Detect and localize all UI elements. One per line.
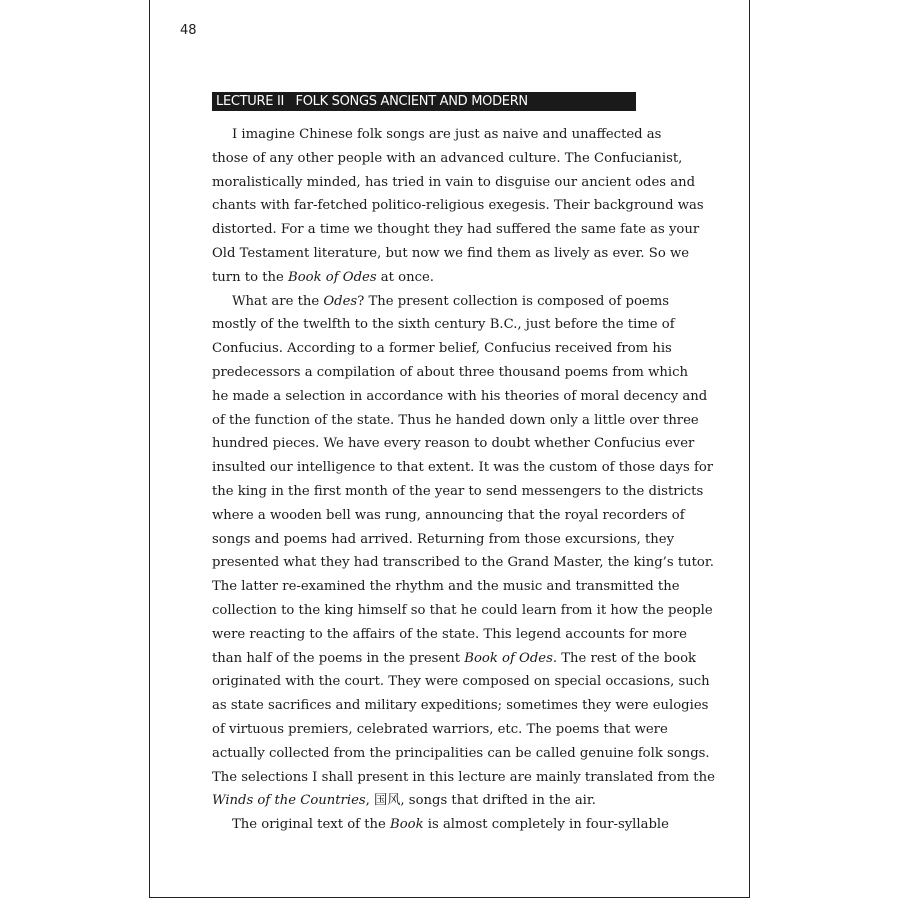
text-line xyxy=(212,123,662,147)
italic-title: Book of Odes xyxy=(288,269,377,285)
text-segment: collection to the king himself so that he could learn from it how the people xyxy=(212,602,713,618)
book-page xyxy=(149,0,750,898)
text-segment: chants with far-fetched politico-religious exegesis. Their background was xyxy=(212,198,704,214)
italic-title: Odes xyxy=(323,293,358,309)
text-segment: Confucius. According to a former belief, Confucius received from his xyxy=(212,341,672,357)
text-line xyxy=(212,242,690,266)
text-line xyxy=(212,670,710,694)
text-segment: The selections I shall present in this lecture are mainly translated from the xyxy=(212,769,715,785)
text-line xyxy=(212,528,675,552)
text-segment: at once. xyxy=(376,269,434,285)
text-line xyxy=(212,789,638,813)
text-segment: originated with the court. They were composed on special occasions, such xyxy=(212,674,710,690)
text-segment: , 国风, songs that drifted in the air. xyxy=(365,793,596,809)
italic-title: Book xyxy=(390,817,424,833)
chapter-label: LECTURE II xyxy=(216,94,285,109)
chapter-title-spacer xyxy=(284,94,296,109)
page-number: 48 xyxy=(180,23,197,38)
text-line xyxy=(212,599,713,623)
text-segment: What are the xyxy=(232,293,324,309)
text-line xyxy=(212,290,669,314)
text-line xyxy=(212,694,709,718)
text-segment: moralistically minded, has tried in vain to disguise our ancient odes and xyxy=(212,174,696,190)
text-line xyxy=(212,385,708,409)
text-line xyxy=(212,337,672,361)
italic-title: Book of Odes. xyxy=(464,650,558,666)
text-segment: insulted our intelligence to that extent. It was the custom of those days for xyxy=(212,460,714,476)
text-segment: predecessors a compilation of about three thousand poems from which xyxy=(212,364,688,380)
text-line xyxy=(212,194,704,218)
italic-title: Winds of the Countries xyxy=(212,793,366,809)
text-line xyxy=(212,575,680,599)
paragraph xyxy=(212,813,669,837)
text-line xyxy=(212,171,696,195)
text-line xyxy=(212,813,669,837)
text-line xyxy=(212,147,683,171)
text-segment: The latter re-examined the rhythm and the music and transmitted the xyxy=(212,579,680,595)
text-line xyxy=(212,456,714,480)
text-segment: of the function of the state. Thus he handed down only a little over three xyxy=(212,412,699,428)
text-line xyxy=(212,432,695,456)
text-line xyxy=(212,480,704,504)
text-segment: Old Testament literature, but now we find them as lively as ever. So we xyxy=(212,245,690,261)
text-line xyxy=(212,361,688,385)
text-line xyxy=(212,718,668,742)
text-segment: he made a selection in accordance with his theories of moral decency and xyxy=(212,388,708,404)
chapter-title: FOLK SONGS ANCIENT AND MODERN xyxy=(295,94,528,109)
text-segment: hundred pieces. We have every reason to doubt whether Confucius ever xyxy=(212,436,695,452)
text-segment: those of any other people with an advanced culture. The Confucianist, xyxy=(212,150,683,166)
body-text xyxy=(212,123,715,837)
text-segment: ? The present collection is composed of poems xyxy=(357,293,669,309)
text-segment: actually collected from the principalities can be called genuine folk songs. xyxy=(212,745,710,761)
chapter-heading-bar xyxy=(212,92,636,111)
paragraph xyxy=(212,290,715,814)
text-segment: presented what they had transcribed to the Grand Master, the king’s tutor. xyxy=(212,555,714,571)
text-segment: songs and poems had arrived. Returning from those excursions, they xyxy=(212,531,675,547)
text-line xyxy=(212,647,697,671)
text-line xyxy=(212,504,685,528)
text-line xyxy=(212,409,699,433)
text-segment: is almost completely in four-syllable xyxy=(423,817,669,833)
text-line xyxy=(212,313,675,337)
text-segment: The rest of the book xyxy=(557,650,697,666)
text-segment: of virtuous premiers, celebrated warriors, etc. The poems that were xyxy=(212,721,668,737)
text-segment: than half of the poems in the present xyxy=(212,650,465,666)
text-line xyxy=(212,218,700,242)
text-line xyxy=(212,266,638,290)
text-segment: turn to the xyxy=(212,269,289,285)
text-segment: The original text of the xyxy=(232,817,391,833)
paragraph xyxy=(212,123,704,290)
text-segment: as state sacrifices and military expeditions; sometimes they were eulogies xyxy=(212,698,709,714)
text-segment: mostly of the twelfth to the sixth century B.C., just before the time of xyxy=(212,317,675,333)
text-segment: I imagine Chinese folk songs are just as naive and unaffected as xyxy=(232,127,662,142)
text-line xyxy=(212,551,714,575)
text-segment: the king in the first month of the year to send messengers to the districts xyxy=(212,483,704,499)
text-segment: were reacting to the affairs of the state. This legend accounts for more xyxy=(212,626,687,642)
text-line xyxy=(212,766,715,790)
text-line xyxy=(212,623,687,647)
text-line xyxy=(212,742,710,766)
text-segment: distorted. For a time we thought they had suffered the same fate as your xyxy=(212,222,700,238)
text-segment: where a wooden bell was rung, announcing that the royal recorders of xyxy=(212,507,685,523)
